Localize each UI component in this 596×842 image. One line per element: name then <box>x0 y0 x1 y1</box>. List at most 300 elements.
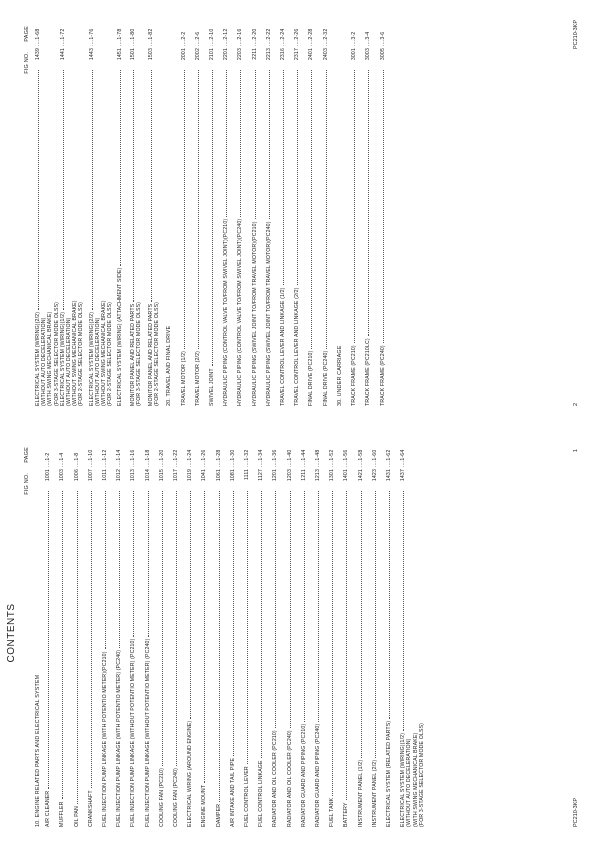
entry-title: TRACK FRAME (PC210LC) <box>365 338 372 406</box>
page-dots: .... <box>237 39 244 46</box>
toc-entry <box>116 439 122 827</box>
page-ref <box>74 439 80 467</box>
section-title: 30. UNDER CARRIAGE <box>336 345 343 406</box>
entry-title: RADIATOR AND OIL COOLER (PC210) <box>272 730 279 827</box>
page-dots: .... <box>88 39 95 46</box>
page-dots: .... <box>229 460 236 467</box>
page-number: 1-80 <box>129 28 136 40</box>
contents-page-2 <box>0 18 596 406</box>
dot-leader <box>148 491 149 637</box>
page-number: 2-20 <box>251 28 258 40</box>
toc-entry <box>216 439 222 827</box>
page-number: 1-52 <box>329 449 336 461</box>
toc-entry <box>358 439 364 827</box>
fig-number: 1451 <box>117 48 124 61</box>
fig-number: 1001 <box>45 469 52 482</box>
toc-entry <box>159 439 165 827</box>
page-number: 1-64 <box>400 449 407 461</box>
page-dots: .... <box>148 39 155 46</box>
entry-title: ELECTRICAL SYSTEM (WIRING)(1/2) <box>400 732 407 827</box>
dot-leader <box>389 491 390 719</box>
page-number: 2-12 <box>223 28 230 40</box>
page-number: 2-16 <box>237 28 244 40</box>
fig-number: 1421 <box>357 469 364 482</box>
entry-title: HYDRAULIC PIPING (CONTROL VALVE TO/FROM SWIVEL JOINT)(PC210) <box>223 218 230 406</box>
toc-entry <box>343 439 349 827</box>
entry-title: SWIVEL JOINT <box>209 368 216 406</box>
toc-entry <box>294 18 300 406</box>
fig-number: 1017 <box>173 469 180 482</box>
toc-entry <box>315 439 321 827</box>
fig-number: 1127 <box>258 469 265 481</box>
dot-leader <box>283 70 284 285</box>
fig-number: 1013 <box>130 469 137 482</box>
page-dots: .... <box>322 39 329 46</box>
page-number: 1-12 <box>102 449 109 461</box>
dot-leader <box>105 491 106 649</box>
page-dots: .... <box>329 460 336 467</box>
page-number: 2-24 <box>280 28 287 40</box>
dot-leader <box>120 70 121 266</box>
toc-entry <box>329 439 335 827</box>
toc-entry <box>272 439 278 827</box>
entry-subtitle: (WITH SWING MECHANICAL BRAKE) <box>47 311 54 406</box>
entry-title: MUFFLER <box>59 801 66 827</box>
fig-number: 1014 <box>144 469 151 482</box>
dot-leader <box>297 70 298 285</box>
page-ref <box>223 18 229 46</box>
fig-number: 1301 <box>329 469 336 482</box>
page-dots: .... <box>308 39 315 46</box>
section-title: 20. TRAVEL AND FINAL DRIVE <box>166 325 173 406</box>
dot-leader <box>240 70 241 217</box>
page-dots: .... <box>180 39 187 46</box>
toc-entry <box>266 18 272 406</box>
toc-entry <box>117 18 123 406</box>
toc-entry <box>88 439 94 827</box>
page-number: 1-28 <box>215 449 222 461</box>
dot-leader <box>92 70 93 310</box>
toc-entry <box>400 439 425 827</box>
fig-number: 1111 <box>244 469 251 480</box>
page-ref <box>294 18 300 46</box>
page-number: 2-32 <box>322 28 329 40</box>
dot-leader <box>332 491 333 796</box>
entry-subtitle: (FOR 2-STAGE SELECTOR MODE OLSS) <box>78 301 85 406</box>
dot-leader <box>38 70 39 310</box>
page-number: 1-10 <box>87 449 94 461</box>
page-ref <box>315 439 321 467</box>
page-ref <box>365 18 371 46</box>
page-ref <box>59 439 65 467</box>
fig-number: 1401 <box>343 469 350 482</box>
page-number: 3-6 <box>379 31 386 40</box>
dot-leader <box>63 70 64 310</box>
entry-title: RADIATOR GUARD AND PIPING (PC210) <box>300 723 307 827</box>
dot-leader <box>318 491 319 722</box>
page-dots: .... <box>351 39 358 46</box>
toc-entry <box>130 439 136 827</box>
page-dots: .... <box>116 460 123 467</box>
fig-number: 2002 <box>194 48 201 61</box>
fig-number: 2317 <box>294 48 301 61</box>
fig-number: 1081 <box>229 469 236 482</box>
page-number: 1-62 <box>386 449 393 461</box>
page-ref <box>148 18 154 46</box>
page-dots: .... <box>194 39 201 46</box>
entry-title: TRAVEL CONTROL LEVER AND LINKAGE (2/2) <box>294 287 301 406</box>
page-dots: .... <box>209 39 216 46</box>
page-ref <box>201 439 207 467</box>
dot-leader <box>255 70 256 219</box>
page-number: 1-72 <box>59 28 66 40</box>
entry-title: TRACK FRAME (PC210) <box>351 345 358 406</box>
page-header: PAGE <box>24 26 30 42</box>
entry-title: FINAL DRIVE (PC210) <box>308 350 315 406</box>
dot-leader <box>133 70 134 302</box>
entry-subtitle: (WITHOUT AUTO DECELERATION) <box>66 317 73 406</box>
fig-no-header: FIG NO. <box>24 472 30 495</box>
fig-number: 1015 <box>158 469 165 482</box>
page-number-footer: 1 <box>573 449 579 453</box>
toc-entry <box>323 18 329 406</box>
column-headers-left <box>24 447 30 495</box>
page-header: PAGE <box>24 447 30 463</box>
fig-number: 1041 <box>201 469 208 482</box>
section-heading <box>166 18 172 406</box>
dot-leader <box>190 491 191 719</box>
page-dots: .... <box>379 39 386 46</box>
entry-subtitle: (WITHOUT SWING MECHANICAL BRAKE) <box>72 300 79 406</box>
toc-entry <box>59 439 65 827</box>
dot-leader <box>247 491 248 764</box>
entry-title: TRACK FRAME (PC240) <box>379 345 386 406</box>
entry-title: COOLING FAN (PC210) <box>158 767 165 827</box>
toc-entry <box>386 439 392 827</box>
page-ref <box>88 439 94 467</box>
toc-entry <box>380 18 386 406</box>
page-ref <box>130 439 136 467</box>
entry-title: BATTERY <box>343 802 350 827</box>
entry-title: FUEL INJECTION PUMP LINKAGE (WITH POTENTIO METER)(PC210) <box>102 651 109 827</box>
fig-number: 1503 <box>148 48 155 61</box>
entry-title: ELECTRICAL SYSTEM (WIRING) (ATTACHMENT SIDE) <box>117 267 124 406</box>
page-ref <box>117 18 123 46</box>
entry-title: ELECTRICAL SYSTEM (WIRING)(2/2) <box>88 311 95 406</box>
entry-title: RADIATOR GUARD AND PIPING (PC240) <box>315 723 322 827</box>
dot-leader <box>62 491 63 799</box>
entry-title: AIR INTAKE AND TAIL PIPE <box>229 757 236 827</box>
dot-leader <box>176 491 177 766</box>
page-number: 1-34 <box>258 449 265 461</box>
page-dots: .... <box>73 460 80 467</box>
toc-entry <box>258 439 264 827</box>
dot-leader <box>346 491 347 801</box>
toc-entry <box>308 18 314 406</box>
page-dots: .... <box>265 39 272 46</box>
dot-leader <box>162 491 163 766</box>
page-number: 1-30 <box>229 449 236 461</box>
entry-title: RADIATOR AND OIL COOLER (PC240) <box>286 730 293 827</box>
dot-leader <box>354 70 355 343</box>
page-dots: .... <box>300 460 307 467</box>
page-number: 1-40 <box>286 449 293 461</box>
entry-title: HYDRAULIC PIPING (SWIVEL JOINT TO/FROM TRAVEL MOTOR)(PC240) <box>265 221 272 406</box>
page-dots: .... <box>365 39 372 46</box>
page-dots: .... <box>201 460 208 467</box>
dot-leader <box>204 491 205 783</box>
page-ref <box>343 439 349 467</box>
page-dots: .... <box>272 460 279 467</box>
fig-number: 2213 <box>265 48 272 61</box>
page-ref <box>159 439 165 467</box>
entry-title: MONITOR PANEL AND RELATED PARTS <box>148 303 155 406</box>
entry-title: FUEL INJECTION PUMP LINKAGE (WITHOUT POTENTIO METER) (PC240) <box>144 638 151 827</box>
dot-leader <box>375 491 376 758</box>
fig-number: 1006 <box>73 469 80 482</box>
page-number: 1-78 <box>117 28 124 40</box>
section-heading <box>35 439 41 827</box>
dot-leader <box>212 70 213 366</box>
entry-title: ELECTRICAL SYSTEM (WIRING)(1/2) <box>59 311 66 406</box>
fig-number: 1431 <box>386 469 393 482</box>
fig-number: 1439 <box>35 48 41 61</box>
page-ref <box>252 18 258 46</box>
page-ref <box>372 439 378 467</box>
page-number: 1-60 <box>371 449 378 461</box>
page-dots: .... <box>343 460 350 467</box>
entry-subtitle: (WITHOUT AUTO DECELERATION) <box>406 738 413 827</box>
page-dots: .... <box>117 39 124 46</box>
fig-number: 1213 <box>315 469 322 482</box>
page-ref <box>301 439 307 467</box>
fig-number: 1211 <box>300 469 307 481</box>
entry-title: AIR CLEANER <box>45 790 52 827</box>
page-ref <box>145 439 151 467</box>
page-number: 1-20 <box>158 449 165 461</box>
toc-entry <box>209 18 215 406</box>
page-ref <box>380 18 386 46</box>
entry-list-right <box>35 18 386 406</box>
page-number: 1-68 <box>35 28 41 40</box>
page-number: 1-24 <box>187 449 194 461</box>
page-number: 2-28 <box>308 28 315 40</box>
page-number: 2-6 <box>194 31 201 40</box>
fig-number: 2401 <box>308 48 315 61</box>
page-number: 1-36 <box>272 449 279 461</box>
entry-subtitle: (WITHOUT AUTO DECELERATION) <box>94 317 101 406</box>
page-ref <box>237 18 243 46</box>
dot-leader <box>275 491 276 728</box>
page-dots: .... <box>59 39 66 46</box>
entry-title: FUEL INJECTION PUMP LINKAGE (WITH POTENTIO METER) (PC240) <box>116 649 123 827</box>
page-ref <box>216 439 222 467</box>
entry-subtitle: (WITHOUT SWING MECHANICAL BRAKE) <box>101 300 108 406</box>
page-number: 1-44 <box>300 449 307 461</box>
dot-leader <box>304 491 305 722</box>
page-dots: .... <box>371 460 378 467</box>
page-dots: .... <box>130 460 137 467</box>
fig-number: 2101 <box>209 48 216 61</box>
toc-entry <box>237 18 243 406</box>
page-dots: .... <box>315 460 322 467</box>
fig-number: 2001 <box>180 48 187 61</box>
toc-entry <box>60 18 85 406</box>
entry-subtitle: (FOR 3-STAGE SELECTOR MODE OLSS) <box>418 722 425 827</box>
entry-title: FUEL CONTROL LEVER <box>244 766 251 827</box>
page-dots: .... <box>215 460 222 467</box>
fig-number: 1437 <box>400 469 407 482</box>
page-dots: .... <box>357 460 364 467</box>
fig-number: 1203 <box>286 469 293 482</box>
entry-subtitle: (WITH SWING MECHANICAL BRAKE) <box>412 732 419 827</box>
dot-leader <box>290 491 291 728</box>
entry-subtitle: (FOR 2-STAGE SELECTOR MODE OLSS) <box>107 301 114 406</box>
fig-number: 1011 <box>102 469 109 481</box>
page-ref <box>181 18 187 46</box>
page-ref <box>386 439 392 467</box>
page-dots: .... <box>158 460 165 467</box>
toc-entry <box>148 18 160 406</box>
entry-title: INSTRUMENT PANEL (1/2) <box>357 759 364 827</box>
page-number: 1-8 <box>73 452 80 461</box>
dot-leader <box>48 491 49 789</box>
toc-entry <box>280 18 286 406</box>
section-heading <box>337 18 343 406</box>
page-ref <box>287 439 293 467</box>
entry-title: ENGINE MOUNT <box>201 784 208 827</box>
fig-number: 1007 <box>87 469 94 482</box>
page-number: 1-58 <box>357 449 364 461</box>
dot-leader <box>77 491 78 804</box>
fig-number: 2201 <box>223 48 230 61</box>
page-dots: .... <box>144 460 151 467</box>
page-ref <box>280 18 286 46</box>
entry-title: OIL PAN <box>73 806 80 827</box>
entry-title: CRANKSHAFT <box>87 790 94 827</box>
page-ref <box>329 439 335 467</box>
entry-subtitle: (FOR 2-STAGE SELECTOR MODE OLSS) <box>154 301 161 406</box>
page-ref <box>89 18 95 46</box>
page-number: 1-4 <box>59 452 66 461</box>
entry-title: FUEL INJECTION PUMP LINKAGE (WITHOUT POTENTIO METER) (PC210) <box>130 638 137 827</box>
page-ref <box>116 439 122 467</box>
toc-entry <box>195 18 201 406</box>
page-ref <box>400 439 406 467</box>
page-number: 2-26 <box>294 28 301 40</box>
page-dots: .... <box>173 460 180 467</box>
page-dots: .... <box>45 460 52 467</box>
toc-entry <box>173 439 179 827</box>
page-ref <box>272 439 278 467</box>
page-number: 1-32 <box>244 449 251 461</box>
entry-title: HYDRAULIC PIPING (CONTROL VALVE TO/FROM SWIVEL JOINT)(PC240) <box>237 218 244 406</box>
entry-title: FUEL TANK <box>329 797 336 827</box>
toc-entry <box>351 18 357 406</box>
page-number: 1-22 <box>173 449 180 461</box>
fig-number: 2316 <box>280 48 287 61</box>
dot-leader <box>219 491 220 802</box>
page-ref <box>195 18 201 46</box>
page-dots: .... <box>35 39 41 46</box>
fig-number: 1012 <box>116 469 123 482</box>
page-dots: .... <box>87 460 94 467</box>
entry-title: HYDRAULIC PIPING (SWIVEL JOINT TO/FROM TRAVEL MOTOR)(PC210) <box>251 221 258 406</box>
page-ref <box>258 439 264 467</box>
toc-entry <box>365 18 371 406</box>
dot-leader <box>133 491 134 637</box>
dot-leader <box>226 70 227 217</box>
page-ref <box>266 18 272 46</box>
contents-heading: CONTENTS <box>6 603 17 663</box>
toc-entry <box>145 439 151 827</box>
toc-entry <box>181 18 187 406</box>
entry-title: TRAVEL MOTOR (1/2) <box>180 350 187 406</box>
page-dots: .... <box>244 460 251 467</box>
page-number: 2-22 <box>265 28 272 40</box>
page-dots: .... <box>400 460 407 467</box>
entry-title: FUEL CONTROL LINKAGE <box>258 760 265 827</box>
page-number: 1-48 <box>315 449 322 461</box>
fig-number: 2403 <box>322 48 329 61</box>
toc-entry <box>187 439 193 827</box>
page-number: 3-2 <box>351 31 358 40</box>
fig-number: 1423 <box>371 469 378 482</box>
page-dots: .... <box>386 460 393 467</box>
page-number: 1-26 <box>201 449 208 461</box>
page-dots: .... <box>223 39 230 46</box>
page-dots: .... <box>187 460 194 467</box>
entry-list-left <box>35 439 425 827</box>
page-number-footer: 2 <box>573 402 579 406</box>
entry-title: DAMPER <box>215 803 222 827</box>
toc-entry <box>372 439 378 827</box>
entry-title: ELECTRICAL SYSTEM (WIRING)(2/2) <box>35 311 41 406</box>
toc-entry <box>74 439 80 827</box>
page-dots: .... <box>294 39 301 46</box>
fig-number: 1019 <box>187 469 194 482</box>
page-ref <box>230 439 236 467</box>
entry-subtitle: (FOR 3-STAGE SELECTOR MODE OLSS) <box>53 301 60 406</box>
entry-subtitle: (FOR 3-STAGE SELECTOR MODE OLSS) <box>135 301 142 406</box>
page-ref <box>173 439 179 467</box>
model-code-footer: PC210-3KP <box>573 20 579 50</box>
section-title: 10. ENGINE RELATED PARTS AND ELECTRICAL SYSTEM <box>35 674 41 827</box>
page-ref <box>60 18 66 46</box>
toc-entry <box>35 18 60 406</box>
page-number: 1-14 <box>116 449 123 461</box>
dot-leader <box>403 491 404 731</box>
page-ref <box>187 439 193 467</box>
toc-entry <box>130 18 142 406</box>
dot-leader <box>261 491 262 758</box>
dot-leader <box>269 70 270 219</box>
toc-entry <box>230 439 236 827</box>
page-number: 1-76 <box>88 28 95 40</box>
page-ref <box>244 439 250 467</box>
fig-number: 2211 <box>251 48 258 60</box>
dot-leader <box>198 70 199 349</box>
page-dots: .... <box>129 39 136 46</box>
page-ref <box>308 18 314 46</box>
fig-number: 1441 <box>59 48 66 61</box>
fig-number: 3001 <box>351 48 358 61</box>
fig-number: 3005 <box>379 48 386 61</box>
page-dots: .... <box>286 460 293 467</box>
toc-entry <box>223 18 229 406</box>
entry-title: FINAL DRIVE (PC240) <box>322 350 329 406</box>
entry-title: ELECTRICAL WIRING (AROUND ENGINE) <box>187 720 194 827</box>
